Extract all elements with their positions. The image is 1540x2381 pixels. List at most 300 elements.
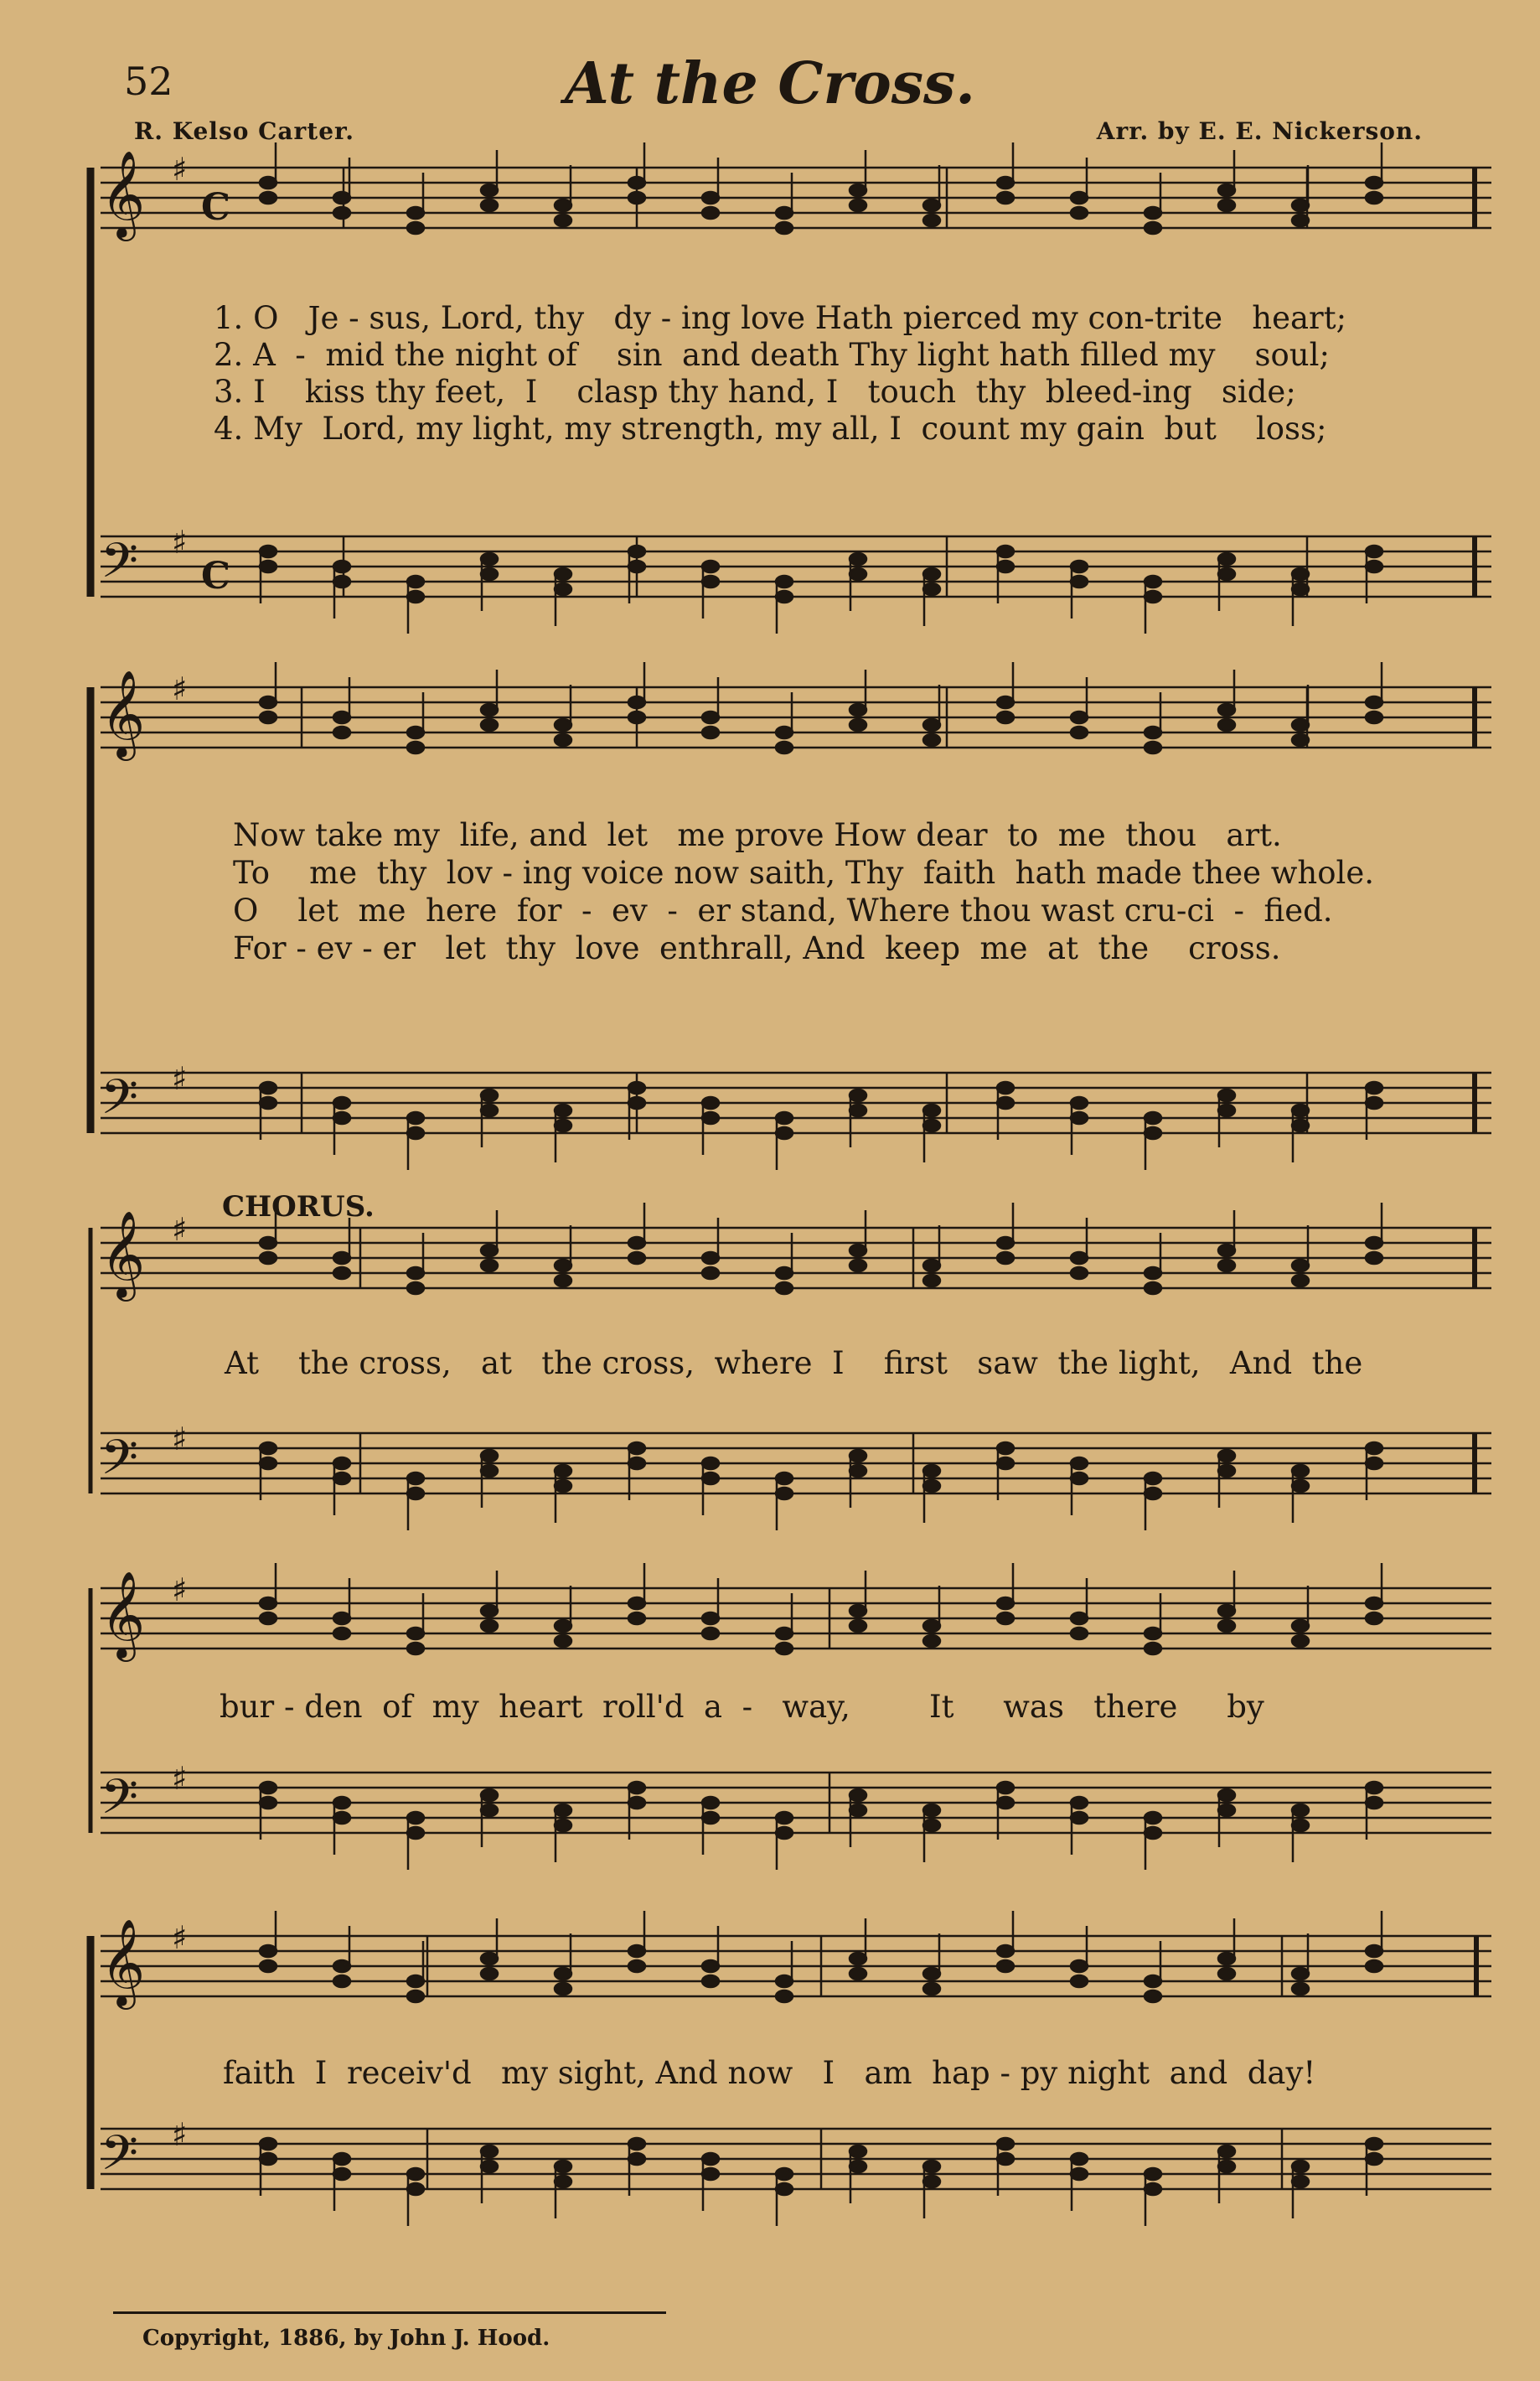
notehead	[407, 1628, 424, 1639]
notehead	[776, 1643, 793, 1654]
svg-text:♯: ♯	[172, 2116, 188, 2153]
notehead	[1218, 1953, 1235, 1964]
notehead	[702, 1252, 719, 1264]
notehead	[702, 1812, 719, 1824]
notehead	[850, 719, 866, 731]
notehead	[1218, 1105, 1235, 1116]
notehead	[628, 1945, 645, 1957]
notehead	[850, 1620, 866, 1632]
notehead	[333, 1097, 350, 1109]
notehead	[997, 1782, 1014, 1794]
notehead	[1218, 1260, 1235, 1271]
notehead	[333, 1457, 350, 1469]
notehead	[1292, 1465, 1309, 1477]
notehead	[628, 177, 645, 189]
notehead	[1292, 1819, 1309, 1831]
notehead	[555, 1635, 571, 1647]
svg-text:♯: ♯	[172, 524, 188, 561]
svg-text:𝄞: 𝄞	[101, 1571, 146, 1659]
notehead	[1071, 192, 1088, 204]
notehead	[481, 704, 498, 716]
notehead	[702, 2153, 719, 2165]
notehead	[481, 1968, 498, 1980]
author-credit: R. Kelso Carter.	[134, 117, 354, 145]
notehead	[260, 546, 276, 557]
notehead	[850, 2145, 866, 2157]
notehead	[702, 1797, 719, 1809]
notehead	[776, 1267, 793, 1279]
notehead	[555, 2176, 571, 2187]
notehead	[628, 2153, 645, 2165]
svg-text:𝄞: 𝄞	[101, 670, 146, 758]
notehead	[407, 2183, 424, 2195]
notehead	[702, 1267, 719, 1279]
notehead	[923, 1465, 940, 1477]
notehead	[333, 192, 350, 204]
notehead	[628, 1252, 645, 1264]
notehead	[1292, 1635, 1309, 1647]
notehead	[702, 712, 719, 723]
notehead	[1145, 1975, 1161, 1987]
verse-2-line-2: To me thy lov - ing voice now saith, Thy faith hath made thee whole.	[233, 855, 1375, 891]
notehead	[333, 1797, 350, 1809]
notehead	[407, 1112, 424, 1124]
notehead	[555, 1260, 571, 1271]
notehead	[1218, 568, 1235, 580]
notehead	[481, 2161, 498, 2172]
notehead	[850, 184, 866, 196]
notehead	[1292, 568, 1309, 580]
verse-3-line-1: 3. I kiss thy feet, I clasp thy hand, I touch thy bleed-ing side;	[214, 374, 1296, 410]
notehead	[1366, 1612, 1382, 1624]
notehead	[850, 1260, 866, 1271]
svg-text:𝄞: 𝄞	[101, 1918, 146, 2006]
notehead	[260, 1082, 276, 1094]
notehead	[481, 2145, 498, 2157]
notehead	[997, 1457, 1014, 1469]
notehead	[555, 1819, 571, 1831]
notehead	[1366, 1442, 1382, 1454]
notehead	[1071, 1960, 1088, 1972]
chorus-line-1: At the cross, at the cross, where I first saw the light, And the	[225, 1345, 1363, 1381]
notehead	[481, 568, 498, 580]
notehead	[702, 192, 719, 204]
notehead	[407, 2168, 424, 2180]
notehead	[481, 1090, 498, 1101]
chorus-line-2: bur - den of my heart roll'd a - way, It was there by	[220, 1689, 1264, 1725]
notehead	[1071, 1473, 1088, 1484]
notehead	[333, 712, 350, 723]
notehead	[923, 1275, 940, 1286]
notehead	[850, 1450, 866, 1462]
notehead	[850, 553, 866, 565]
notehead	[1071, 727, 1088, 738]
notehead	[628, 546, 645, 557]
notehead	[1145, 727, 1161, 738]
hymn-title: At the Cross.	[565, 50, 975, 117]
notehead	[1218, 184, 1235, 196]
notehead	[702, 1112, 719, 1124]
notehead	[1218, 553, 1235, 565]
notehead	[923, 1983, 940, 1995]
notehead	[407, 1827, 424, 1839]
notehead	[702, 1975, 719, 1987]
notehead	[997, 1797, 1014, 1809]
notehead	[1145, 1488, 1161, 1499]
notehead	[923, 199, 940, 211]
notehead	[260, 712, 276, 723]
notehead	[776, 1473, 793, 1484]
notehead	[702, 1612, 719, 1624]
notehead	[1218, 719, 1235, 731]
notehead	[1292, 1120, 1309, 1131]
notehead	[1218, 704, 1235, 716]
notehead	[997, 2153, 1014, 2165]
notehead	[1071, 2168, 1088, 2180]
notehead	[1366, 712, 1382, 723]
notehead	[1366, 1960, 1382, 1972]
notehead	[481, 1105, 498, 1116]
notehead	[1218, 2145, 1235, 2157]
notehead	[1145, 1827, 1161, 1839]
notehead	[1218, 1620, 1235, 1632]
notehead	[333, 2153, 350, 2165]
svg-text:𝄞: 𝄞	[101, 150, 146, 238]
notehead	[1218, 1090, 1235, 1101]
notehead	[850, 1804, 866, 1816]
svg-text:♯: ♯	[172, 670, 188, 707]
notehead	[333, 1267, 350, 1279]
notehead	[1071, 1252, 1088, 1264]
notehead	[997, 1097, 1014, 1109]
notehead	[260, 1797, 276, 1809]
notehead	[260, 2138, 276, 2150]
notehead	[333, 1112, 350, 1124]
notehead	[333, 576, 350, 587]
notehead	[1071, 1975, 1088, 1987]
notehead	[1145, 2183, 1161, 2195]
notehead	[333, 207, 350, 219]
notehead	[702, 1960, 719, 1972]
notehead	[1366, 177, 1382, 189]
notehead	[997, 1597, 1014, 1609]
notehead	[1366, 1237, 1382, 1249]
notehead	[1366, 2138, 1382, 2150]
notehead	[481, 1620, 498, 1632]
notehead	[407, 591, 424, 603]
notehead	[407, 1267, 424, 1279]
notehead	[776, 1488, 793, 1499]
notehead	[555, 1620, 571, 1632]
notehead	[1218, 1465, 1235, 1477]
notehead	[1145, 742, 1161, 753]
notehead	[481, 1465, 498, 1477]
notehead	[776, 1975, 793, 1987]
notehead	[333, 561, 350, 572]
notehead	[850, 1789, 866, 1801]
notehead	[333, 727, 350, 738]
notehead	[260, 696, 276, 708]
notehead	[628, 1960, 645, 1972]
notehead	[1366, 2153, 1382, 2165]
notehead	[1292, 1275, 1309, 1286]
notehead	[702, 576, 719, 587]
notehead	[333, 1812, 350, 1824]
verse-4-line-2: For - ev - er let thy love enthrall, And keep me at the cross.	[233, 930, 1281, 966]
notehead	[407, 1127, 424, 1139]
notehead	[555, 1804, 571, 1816]
notehead	[1292, 1968, 1309, 1980]
notehead	[1071, 712, 1088, 723]
notehead	[997, 1237, 1014, 1249]
notehead	[702, 1097, 719, 1109]
notehead	[702, 2168, 719, 2180]
notehead	[481, 199, 498, 211]
notehead	[555, 199, 571, 211]
notehead	[1218, 1245, 1235, 1256]
notehead	[776, 591, 793, 603]
notehead	[923, 1804, 940, 1816]
notehead	[628, 1442, 645, 1454]
notehead	[1071, 1628, 1088, 1639]
notehead	[1145, 2168, 1161, 2180]
notehead	[555, 1983, 571, 1995]
notehead	[555, 583, 571, 595]
notehead	[1366, 561, 1382, 572]
notehead	[702, 1457, 719, 1469]
notehead	[776, 1127, 793, 1139]
notehead	[260, 1597, 276, 1609]
notehead	[997, 1945, 1014, 1957]
notehead	[407, 222, 424, 234]
notehead	[997, 2138, 1014, 2150]
notehead	[1071, 1112, 1088, 1124]
notehead	[1218, 199, 1235, 211]
svg-text:♯: ♯	[172, 1571, 188, 1608]
notehead	[1366, 696, 1382, 708]
notehead	[1292, 719, 1309, 731]
notehead	[481, 1245, 498, 1256]
notehead	[260, 1442, 276, 1454]
notehead	[260, 192, 276, 204]
notehead	[850, 1465, 866, 1477]
notehead	[997, 1442, 1014, 1454]
notehead	[923, 1819, 940, 1831]
svg-text:♯: ♯	[172, 1919, 188, 1956]
notehead	[850, 2161, 866, 2172]
notehead	[1292, 2176, 1309, 2187]
svg-text:♯: ♯	[172, 1060, 188, 1097]
notehead	[1071, 1267, 1088, 1279]
notehead	[555, 2161, 571, 2172]
notehead	[260, 1237, 276, 1249]
notehead	[333, 1975, 350, 1987]
notehead	[997, 561, 1014, 572]
notehead	[628, 192, 645, 204]
notehead	[481, 1789, 498, 1801]
notehead	[628, 1097, 645, 1109]
notehead	[555, 1120, 571, 1131]
notehead	[776, 2183, 793, 2195]
verse-3-line-2: O let me here for - ev - er stand, Where thou wast cru-ci - fied.	[233, 893, 1333, 929]
notehead	[555, 1105, 571, 1116]
notehead	[1292, 1260, 1309, 1271]
notehead	[776, 1990, 793, 2002]
notehead	[407, 207, 424, 219]
notehead	[923, 1968, 940, 1980]
notehead	[260, 1457, 276, 1469]
notehead	[555, 568, 571, 580]
notehead	[1145, 1267, 1161, 1279]
notehead	[702, 1473, 719, 1484]
svg-text:♯: ♯	[172, 151, 188, 188]
svg-text:♯: ♯	[172, 1421, 188, 1457]
notehead	[628, 1797, 645, 1809]
notehead	[850, 568, 866, 580]
notehead	[1292, 2161, 1309, 2172]
notehead	[628, 1597, 645, 1609]
notehead	[555, 734, 571, 746]
notehead	[628, 1237, 645, 1249]
notehead	[1292, 215, 1309, 226]
svg-text:𝄞: 𝄞	[101, 1210, 146, 1298]
verse-1-line-2: Now take my life, and let me prove How dear to me thou art.	[233, 817, 1282, 853]
notehead	[1145, 1282, 1161, 1294]
notehead	[997, 1960, 1014, 1972]
notehead	[923, 1635, 940, 1647]
notehead	[1071, 1097, 1088, 1109]
notehead	[628, 1782, 645, 1794]
notehead	[407, 742, 424, 753]
notehead	[1145, 222, 1161, 234]
notehead	[333, 1473, 350, 1484]
notehead	[923, 734, 940, 746]
notehead	[260, 561, 276, 572]
notehead	[923, 1260, 940, 1271]
notehead	[1292, 1983, 1309, 1995]
notehead	[1218, 1968, 1235, 1980]
notehead	[481, 1260, 498, 1271]
notehead	[923, 568, 940, 580]
notehead	[1292, 734, 1309, 746]
notehead	[923, 2176, 940, 2187]
notehead	[1292, 583, 1309, 595]
notehead	[260, 177, 276, 189]
notehead	[555, 1480, 571, 1492]
notehead	[702, 1628, 719, 1639]
notehead	[1071, 1812, 1088, 1824]
notehead	[555, 1465, 571, 1477]
chorus-line-3: faith I receiv'd my sight, And now I am hap - py night and day!	[223, 2055, 1316, 2091]
notehead	[1071, 1612, 1088, 1624]
notehead	[1366, 1797, 1382, 1809]
notehead	[1145, 207, 1161, 219]
notehead	[628, 696, 645, 708]
notehead	[555, 1968, 571, 1980]
notehead	[333, 1960, 350, 1972]
copyright-rule	[113, 2311, 666, 2314]
notehead	[333, 1252, 350, 1264]
notehead	[923, 2161, 940, 2172]
notehead	[260, 1782, 276, 1794]
notehead	[1145, 1643, 1161, 1654]
notehead	[923, 215, 940, 226]
notehead	[1145, 1812, 1161, 1824]
notehead	[997, 1082, 1014, 1094]
notehead	[923, 1105, 940, 1116]
svg-text:𝄢: 𝄢	[101, 1768, 139, 1837]
notehead	[481, 1605, 498, 1617]
notehead	[997, 1612, 1014, 1624]
notehead	[1145, 591, 1161, 603]
notehead	[1145, 1990, 1161, 2002]
notehead	[776, 1812, 793, 1824]
notehead	[1145, 1628, 1161, 1639]
notehead	[407, 1282, 424, 1294]
svg-text:♯: ♯	[172, 1760, 188, 1797]
notehead	[481, 184, 498, 196]
notehead	[997, 696, 1014, 708]
notehead	[923, 1480, 940, 1492]
notehead	[628, 561, 645, 572]
notehead	[1071, 2153, 1088, 2165]
notehead	[260, 2153, 276, 2165]
notehead	[776, 2168, 793, 2180]
page-number: 52	[124, 59, 173, 104]
notehead	[850, 1090, 866, 1101]
notehead	[1366, 1097, 1382, 1109]
svg-text:𝄢: 𝄢	[101, 2125, 139, 2193]
notehead	[1366, 1457, 1382, 1469]
notehead	[407, 1473, 424, 1484]
notehead	[997, 712, 1014, 723]
notehead	[1292, 1105, 1309, 1116]
notehead	[702, 561, 719, 572]
notehead	[923, 583, 940, 595]
svg-text:C: C	[201, 555, 231, 598]
notehead	[407, 1975, 424, 1987]
notehead	[260, 1945, 276, 1957]
notehead	[1071, 207, 1088, 219]
notehead	[850, 1953, 866, 1964]
notehead	[481, 719, 498, 731]
notehead	[481, 1450, 498, 1462]
svg-text:𝄢: 𝄢	[101, 1069, 139, 1137]
notehead	[1071, 1797, 1088, 1809]
notehead	[1145, 1127, 1161, 1139]
notehead	[407, 1488, 424, 1499]
svg-text:♯: ♯	[172, 1211, 188, 1248]
notehead	[923, 1620, 940, 1632]
notehead	[1071, 1457, 1088, 1469]
notehead	[1366, 1782, 1382, 1794]
notehead	[776, 576, 793, 587]
notehead	[702, 207, 719, 219]
notehead	[1292, 199, 1309, 211]
arranger-credit: Arr. by E. E. Nickerson.	[1096, 117, 1423, 145]
notehead	[260, 1097, 276, 1109]
notehead	[776, 1282, 793, 1294]
svg-text:𝄢: 𝄢	[101, 532, 139, 601]
notehead	[260, 1252, 276, 1264]
verse-1-line-1: 1. O Je - sus, Lord, thy dy - ing love Hath pierced my con-trite heart;	[214, 300, 1347, 336]
notehead	[1145, 576, 1161, 587]
notehead	[1366, 1597, 1382, 1609]
notehead	[923, 1120, 940, 1131]
notehead	[850, 1245, 866, 1256]
notehead	[997, 192, 1014, 204]
notehead	[481, 1953, 498, 1964]
